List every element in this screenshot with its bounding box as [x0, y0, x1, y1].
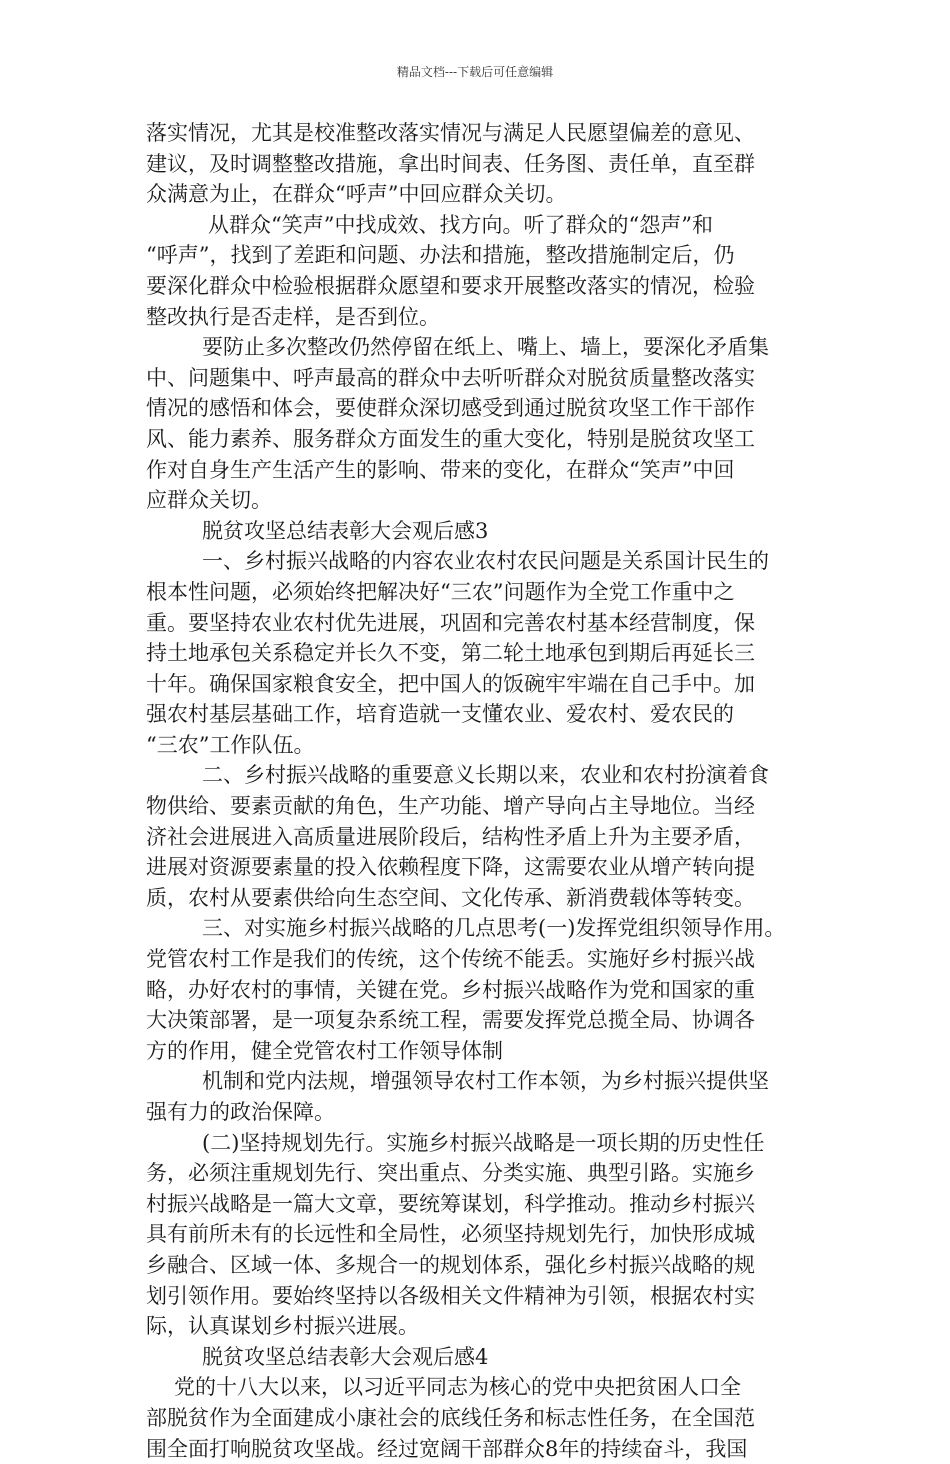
- text-line: 方的作用，健全党管农村工作领导体制: [146, 1038, 503, 1063]
- text-line: 根本性问题，必须始终把解决好“三农”问题作为全党工作重中之: [146, 579, 735, 604]
- text-line: 从群众“笑声”中找成效、找方向。听了群众的“怨声”和: [208, 212, 713, 237]
- text-line: 应群众关切。: [146, 488, 272, 513]
- text-line: 风、能力素养、服务群众方面发生的重大变化，特别是脱贫攻坚工: [146, 426, 755, 451]
- text-line: 济社会进展进入高质量进展阶段后，结构性矛盾上升为主要矛盾，: [146, 824, 755, 849]
- text-line: 脱贫攻坚总结表彰大会观后感3: [202, 518, 489, 543]
- text-line: 划引领作用。要始终坚持以各级相关文件精神为引领，根据农村实: [146, 1283, 755, 1308]
- text-line: 强有力的政治保障。: [146, 1100, 335, 1124]
- text-line: 脱贫攻坚总结表彰大会观后感4: [202, 1344, 489, 1369]
- text-line: 略，办好农村的事情，关键在党。乡村振兴战略作为党和国家的重: [146, 977, 755, 1002]
- text-line: 落实情况，尤其是校准整改落实情况与满足人民愿望偏差的意见、: [146, 121, 755, 145]
- text-line: 重。要坚持农业农村优先进展，巩固和完善农村基本经营制度，保: [146, 610, 755, 635]
- text-line: 质，农村从要素供给向生态空间、文化传承、新消费载体等转变。: [146, 885, 755, 910]
- text-line: 部脱贫作为全面建成小康社会的底线任务和标志性任务，在全国范: [146, 1405, 755, 1430]
- page-header: 精品文档---下载后可任意编辑: [396, 65, 554, 79]
- text-line: 党管农村工作是我们的传统，这个传统不能丢。实施好乡村振兴战: [146, 947, 755, 972]
- text-line: 具有前所未有的长远性和全局性，必须坚持规划先行，加快形成城: [146, 1222, 755, 1247]
- text-line: 中、问题集中、呼声最高的群众中去听听群众对脱贫质量整改落实: [146, 365, 755, 390]
- text-line: 村振兴战略是一篇大文章，要统筹谋划，科学推动。推动乡村振兴: [146, 1191, 755, 1216]
- text-line: 十年。确保国家粮食安全，把中国人的饭碗牢牢端在自己手中。加: [146, 671, 755, 696]
- text-line: “三农”工作队伍。: [146, 732, 315, 757]
- text-line: 要深化群众中检验根据群众愿望和要求开展整改落实的情况，检验: [146, 273, 755, 298]
- text-line: 机制和党内法规，增强领导农村工作本领，为乡村振兴提供坚: [202, 1069, 769, 1094]
- text-line: 物供给、要素贡献的角色，生产功能、增产导向占主导地位。当经: [146, 794, 755, 819]
- text-line: 众满意为止，在群众“呼声”中回应群众关切。: [146, 182, 567, 207]
- text-line: 际，认真谋划乡村振兴进展。: [146, 1314, 419, 1339]
- text-line: 进展对资源要素量的投入依赖程度下降，这需要农业从增产转向提: [146, 855, 755, 880]
- text-line: 三、对实施乡村振兴战略的几点思考(一)发挥党组织领导作用。: [202, 916, 786, 941]
- text-line: 情况的感悟和体会，要使群众深切感受到通过脱贫攻坚工作干部作: [146, 396, 755, 421]
- text-line: 一、乡村振兴战略的内容农业农村农民问题是关系国计民生的: [202, 549, 769, 574]
- text-line: 大决策部署，是一项复杂系统工程，需要发挥党总揽全局、协调各: [146, 1008, 755, 1033]
- text-line: 持土地承包关系稳定并长久不变，第二轮土地承包到期后再延长三: [146, 641, 755, 666]
- text-line: 整改执行是否走样，是否到位。: [146, 304, 440, 329]
- text-line: 作对自身生产生活产生的影响、带来的变化，在群众“笑声”中回: [146, 457, 735, 482]
- text-line: 务，必须注重规划先行、突出重点、分类实施、典型引路。实施乡: [146, 1161, 755, 1186]
- text-line: 要防止多次整改仍然停留在纸上、嘴上、墙上，要深化矛盾集: [202, 335, 769, 360]
- text-line: 强农村基层基础工作，培育造就一支懂农业、爱农村、爱农民的: [146, 702, 734, 727]
- text-line: 乡融合、区域一体、多规合一的规划体系，强化乡村振兴战略的规: [146, 1252, 755, 1277]
- text-line: 二、乡村振兴战略的重要意义长期以来，农业和农村扮演着食: [202, 763, 769, 788]
- text-line: “呼声”，找到了差距和问题、办法和措施，整改措施制定后，仍: [146, 243, 735, 268]
- text-line: 围全面打响脱贫攻坚战。经过宽阔干部群众8年的持续奋斗，我国: [146, 1436, 748, 1461]
- text-line: 党的十八大以来，以习近平同志为核心的党中央把贫困人口全: [174, 1375, 741, 1400]
- text-line: (二)坚持规划先行。实施乡村振兴战略是一项长期的历史性任: [202, 1130, 765, 1155]
- document-body: [146, 118, 812, 1464]
- text-line: 建议，及时调整整改措施，拿出时间表、任务图、责任单，直至群: [146, 151, 755, 176]
